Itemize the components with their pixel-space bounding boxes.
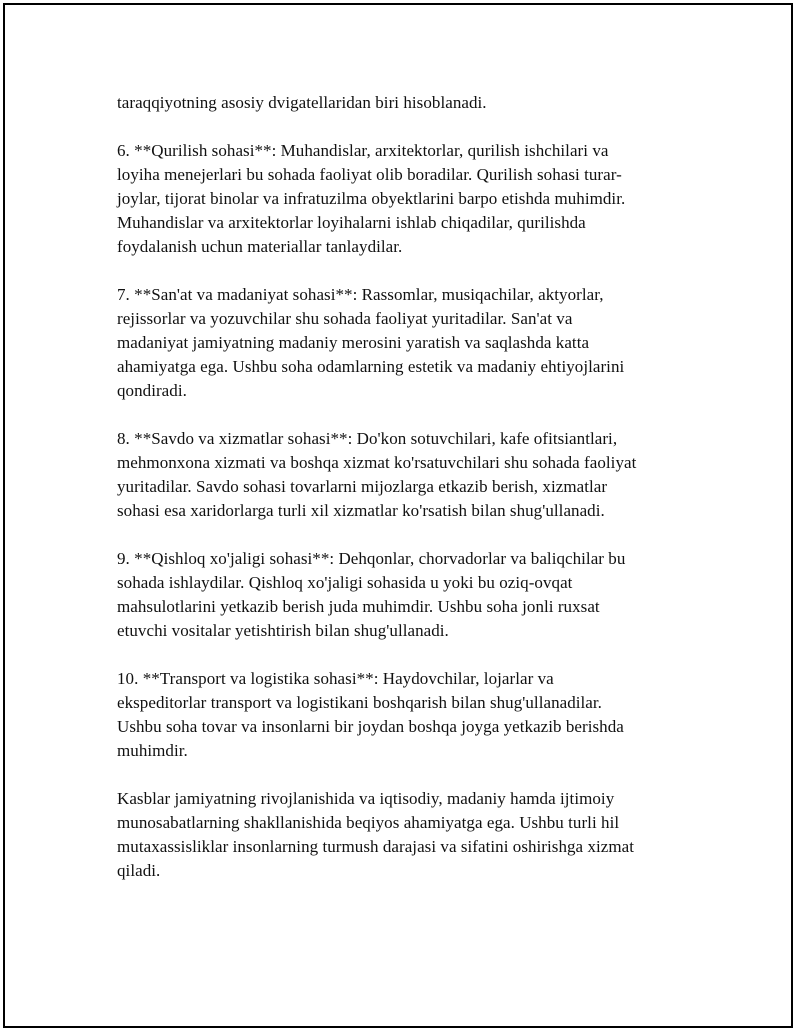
paragraph-art-culture [117, 283, 697, 403]
text-line: ahamiyatga ega. Ushbu soha odamlarning estetik va madaniy ehtiyojlarini [117, 357, 625, 376]
paragraph-agriculture [117, 547, 697, 643]
text-line: 10. **Transport va logistika sohasi**: Haydovchilar, lojarlar va [117, 669, 554, 688]
document-body [117, 91, 697, 883]
paragraph-transport-logistics [117, 667, 697, 763]
text-line: rejissorlar va yozuvchilar shu sohada faoliyat yuritadilar. San'at va [117, 309, 573, 328]
text-line: loyiha menejerlari bu sohada faoliyat olib boradilar. Qurilish sohasi turar- [117, 165, 622, 184]
text-line: sohada ishlaydilar. Qishloq xo'jaligi sohasida u yoki bu oziq-ovqat [117, 573, 573, 592]
text-line: ekspeditorlar transport va logistikani boshqarish bilan shug'ullanadilar. [117, 693, 602, 712]
text-line: qondiradi. [117, 381, 187, 400]
text-line: taraqqiyotning asosiy dvigatellaridan biri hisoblanadi. [117, 93, 487, 112]
text-line: madaniyat jamiyatning madaniy merosini yaratish va saqlashda katta [117, 333, 590, 352]
text-line: munosabatlarning shakllanishida beqiyos ahamiyatga ega. Ushbu turli hil [117, 813, 620, 832]
text-line: mutaxassisliklar insonlarning turmush darajasi va sifatini oshirishga xizmat [117, 837, 635, 856]
text-line: 8. **Savdo va xizmatlar sohasi**: Do'kon sotuvchilari, kafe ofitsiantlari, [117, 429, 618, 448]
text-line: Kasblar jamiyatning rivojlanishida va iqtisodiy, madaniy hamda ijtimoiy [117, 789, 615, 808]
text-line: Muhandislar va arxitektorlar loyihalarni ishlab chiqadilar, qurilishda [117, 213, 586, 232]
text-line: sohasi esa xaridorlarga turli xil xizmatlar ko'rsatish bilan shug'ullanadi. [117, 501, 605, 520]
text-line: mehmonxona xizmati va boshqa xizmat ko'rsatuvchilari shu sohada faoliyat [117, 453, 637, 472]
text-line: qiladi. [117, 861, 161, 880]
paragraph-trade-services [117, 427, 697, 523]
text-line: mahsulotlarini yetkazib berish juda muhimdir. Ushbu soha jonli ruxsat [117, 597, 600, 616]
text-line: Ushbu soha tovar va insonlarni bir joydan boshqa joyga yetkazib berishda [117, 717, 624, 736]
text-line: joylar, tijorat binolar va infratuzilma obyektlarini barpo etishda muhimdir. [117, 189, 626, 208]
text-line: 7. **San'at va madaniyat sohasi**: Rassomlar, musiqachilar, aktyorlar, [117, 285, 604, 304]
text-line: yuritadilar. Savdo sohasi tovarlarni mijozlarga etkazib berish, xizmatlar [117, 477, 608, 496]
paragraph-intro-continuation [117, 91, 697, 115]
text-line: 6. **Qurilish sohasi**: Muhandislar, arxitektorlar, qurilish ishchilari va [117, 141, 609, 160]
paragraph-construction [117, 139, 697, 259]
text-line: muhimdir. [117, 741, 188, 760]
text-line: 9. **Qishloq xo'jaligi sohasi**: Dehqonlar, chorvadorlar va baliqchilar bu [117, 549, 626, 568]
text-line: etuvchi vositalar yetishtirish bilan shug'ullanadi. [117, 621, 449, 640]
text-line: foydalanish uchun materiallar tanlaydilar. [117, 237, 403, 256]
paragraph-conclusion [117, 787, 697, 883]
